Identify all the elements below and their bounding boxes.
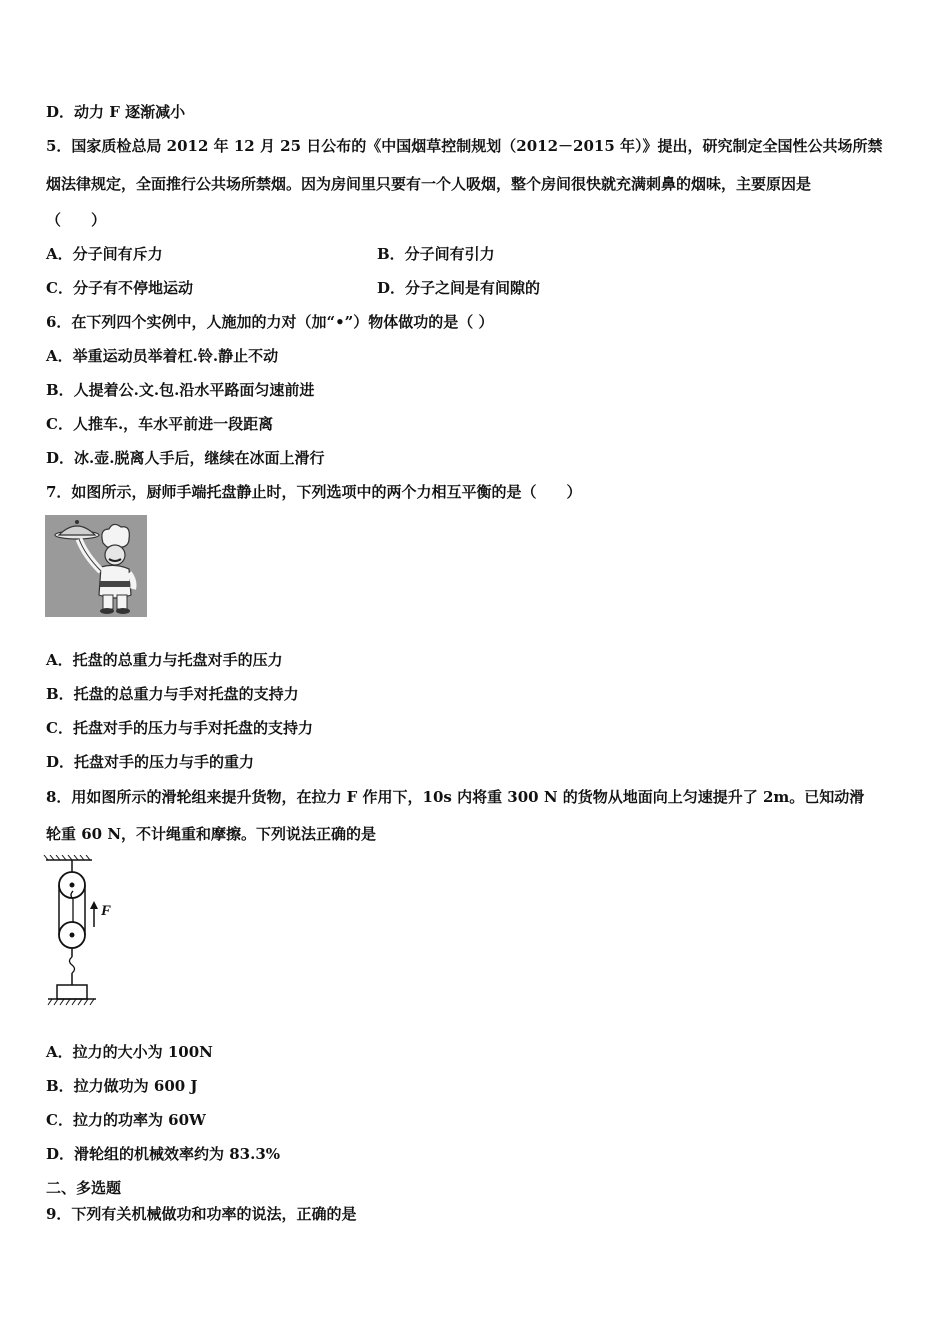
chef-illustration — [45, 515, 147, 617]
q5-option-c: C．分子有不停地运动 — [46, 279, 193, 297]
force-label: F — [101, 903, 112, 919]
q4-option-d: D．动力 F 逐渐减小 — [46, 103, 186, 121]
q8-option-a: A．拉力的大小为 100N — [46, 1043, 213, 1061]
q7-option-c: C．托盘对手的压力与手对托盘的支持力 — [46, 719, 313, 737]
q7-option-a: A．托盘的总重力与托盘对手的压力 — [46, 651, 283, 669]
q5-stem-line-3: （ ） — [46, 211, 107, 229]
q5-stem-line-2: 烟法律规定，全面推行公共场所禁烟。因为房间里只要有一个人吸烟，整个房间很快就充满刺鼻的烟味，主要原因是 — [46, 175, 812, 193]
q5-option-d: D．分子之间是有间隙的 — [377, 279, 541, 297]
q9-stem: 9．下列有关机械做功和功率的说法，正确的是 — [46, 1205, 357, 1223]
q7-option-b: B．托盘的总重力与手对托盘的支持力 — [46, 685, 299, 703]
q7-option-d: D．托盘对手的压力与手的重力 — [46, 753, 255, 771]
q6-option-d: D．冰.壶.脱离人手后，继续在冰面上滑行 — [46, 449, 325, 467]
section-title: 二、多选题 — [46, 1179, 122, 1197]
q7-stem: 7．如图所示，厨师手端托盘静止时，下列选项中的两个力相互平衡的是（ ） — [46, 483, 582, 501]
q8-option-c: C．拉力的功率为 60W — [46, 1111, 206, 1129]
q6-option-a: A．举重运动员举着杠.铃.静止不动 — [46, 347, 279, 365]
q5-option-a: A．分子间有斥力 — [46, 245, 163, 263]
q8-stem-line-1: 8．用如图所示的滑轮组来提升货物，在拉力 F 作用下，10s 内将重 300 N 的货物从地面向上匀速提升了 2m。已知动滑 — [46, 788, 865, 806]
q5-option-b: B．分子间有引力 — [377, 245, 495, 263]
q8-option-d: D．滑轮组的机械效率约为 83.3% — [46, 1145, 281, 1163]
q6-stem: 6．在下列四个实例中，人施加的力对（加“•”）物体做功的是（ ） — [46, 313, 494, 331]
q5-stem-line-1: 5．国家质检总局 2012 年 12 月 25 日公布的《中国烟草控制规划（2012－2015 年）》提出，研究制定全国性公共场所禁 — [46, 137, 883, 155]
q8-option-b: B．拉力做功为 600 J — [46, 1077, 198, 1095]
pulley-diagram — [40, 855, 120, 1010]
q6-option-c: C．人推车.，车水平前进一段距离 — [46, 415, 274, 433]
q8-stem-line-2: 轮重 60 N，不计绳重和摩擦。下列说法正确的是 — [46, 825, 377, 843]
q6-option-b: B．人提着公.文.包.沿水平路面匀速前进 — [46, 381, 315, 399]
